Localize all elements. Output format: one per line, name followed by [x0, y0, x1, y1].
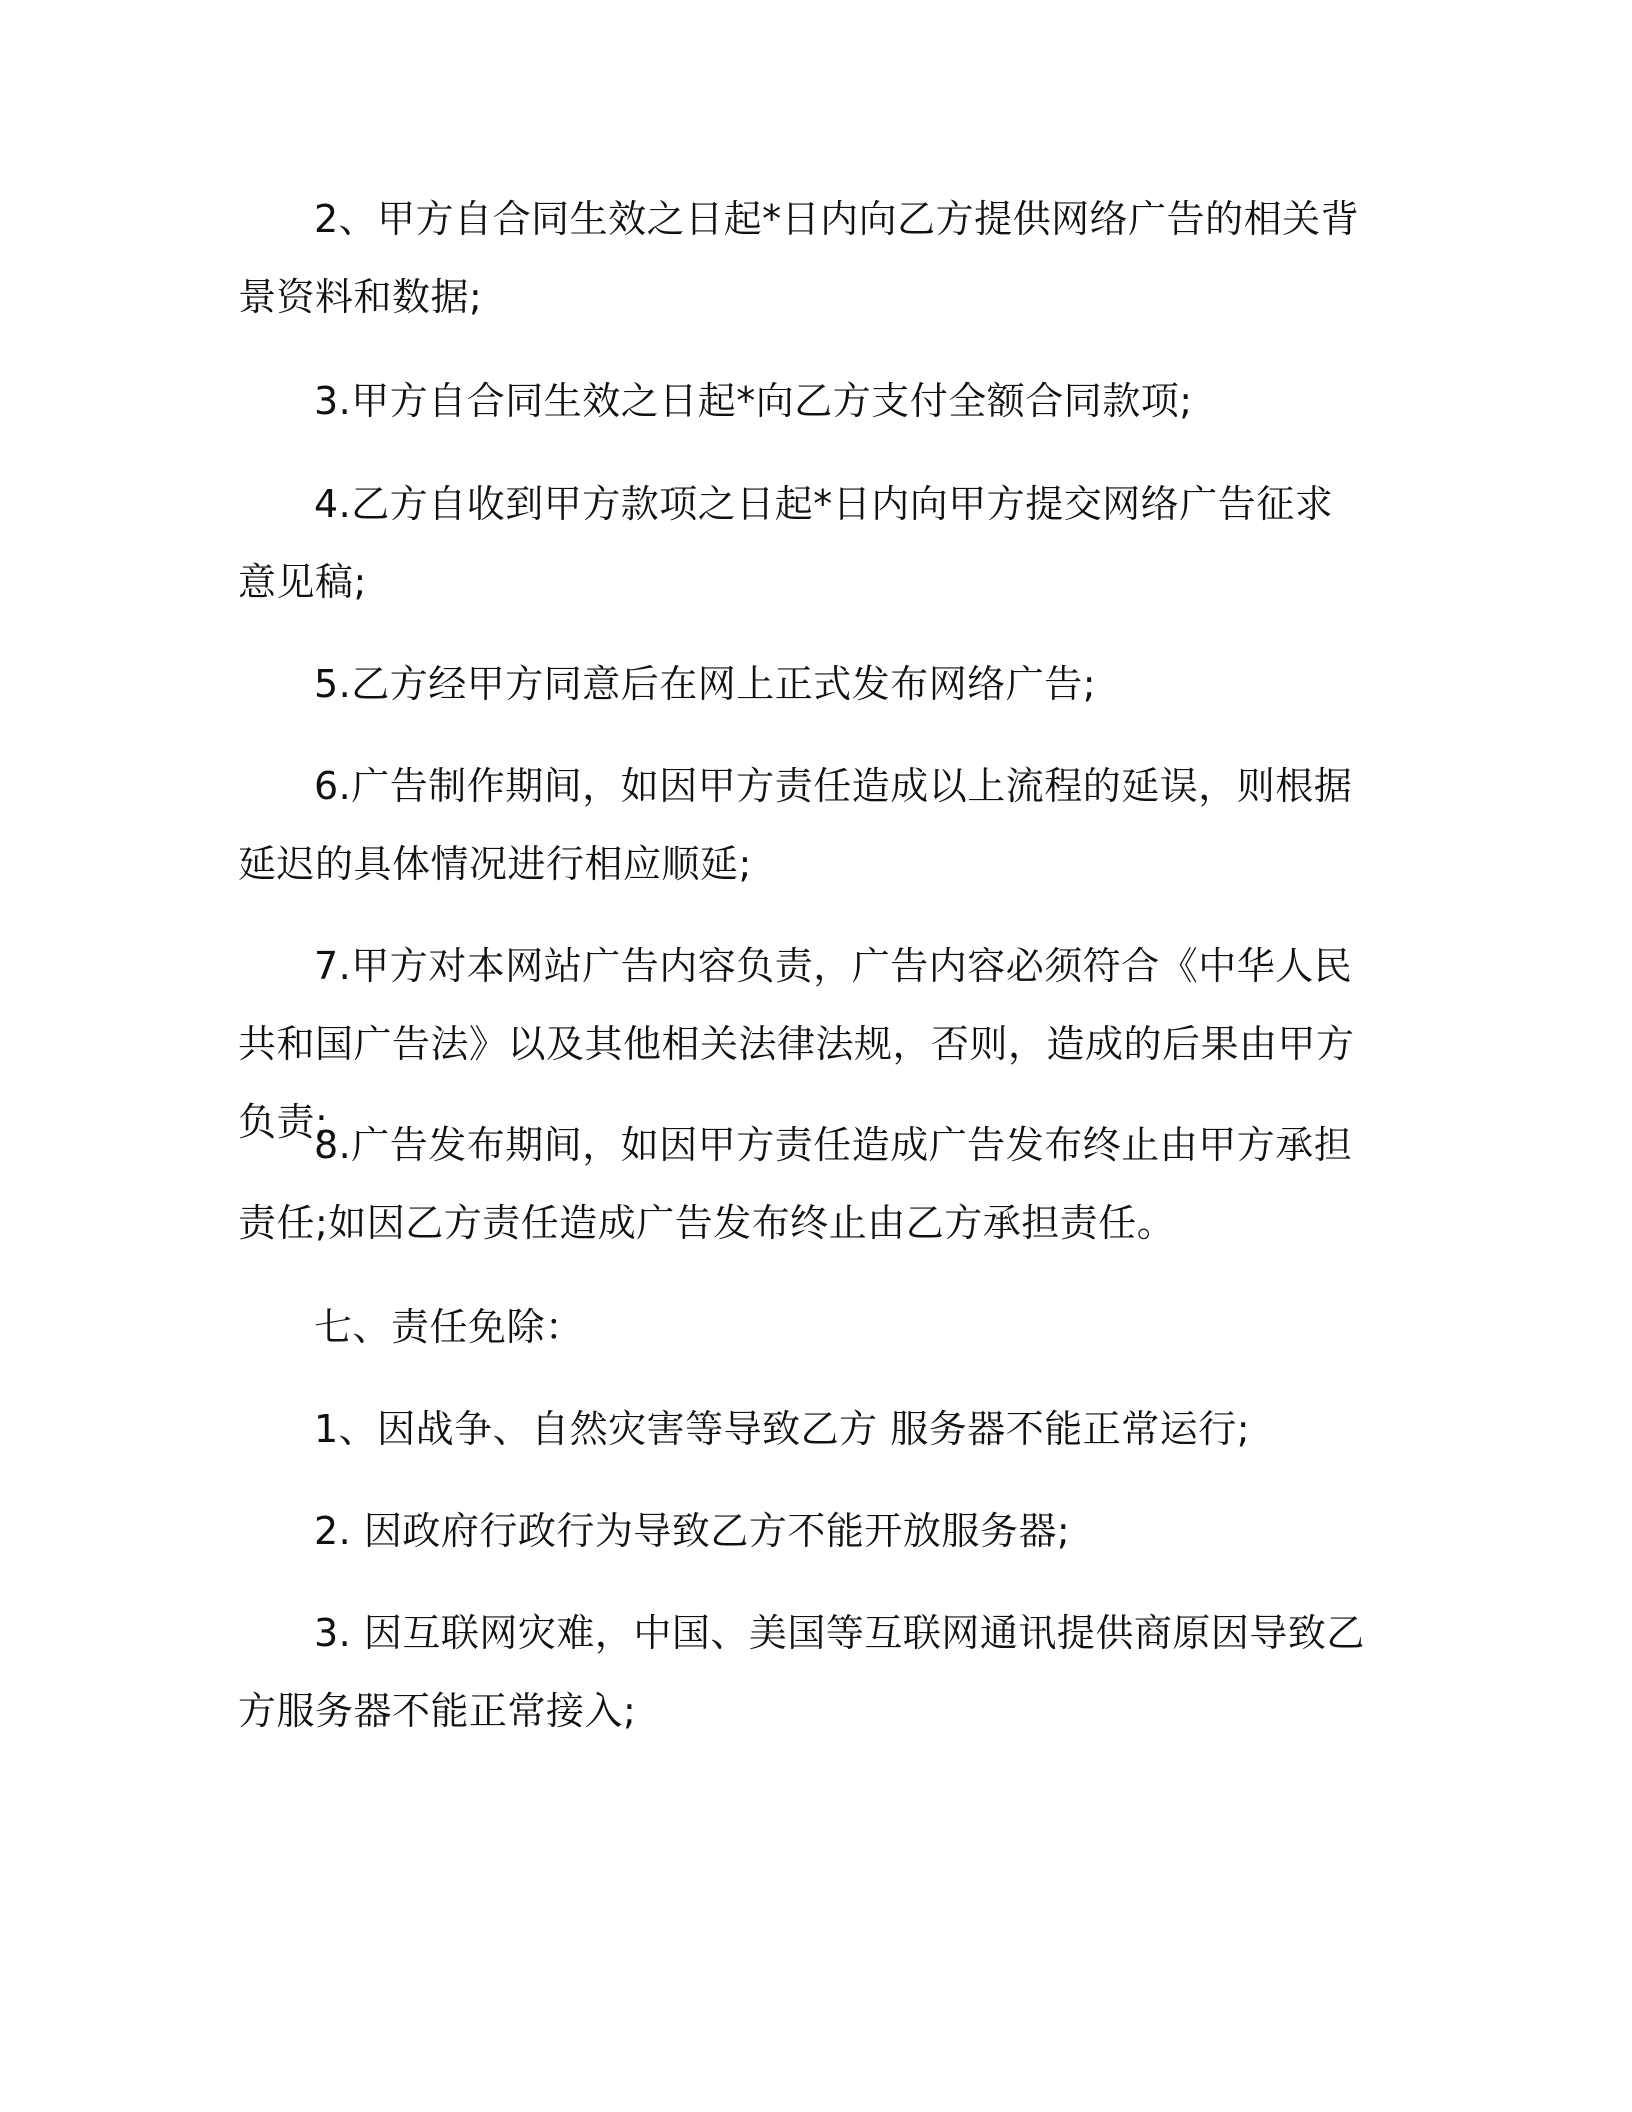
paragraph-5-publish: 5.乙方经甲方同意后在网上正式发布网络广告; [314, 662, 1097, 706]
paragraph-4-draft: 4.乙方自收到甲方款项之日起*日内向甲方提交网络广告征求意见稿; [238, 482, 1334, 604]
exemption-item-1: 1、因战争、自然灾害等导致乙方 服务器不能正常运行; [314, 1407, 1251, 1451]
paragraph-8-termination: 8.广告发布期间，如因甲方责任造成广告发布终止由甲方承担责任;如因乙方责任造成广告发布终止由乙方承担责任。 [238, 1123, 1353, 1245]
paragraph-3-payment: 3.甲方自合同生效之日起*向乙方支付全额合同款项; [314, 379, 1193, 423]
exemption-item-2: 2. 因政府行政行为导致乙方不能开放服务器; [314, 1509, 1071, 1553]
paragraph-6-delay: 6.广告制作期间，如因甲方责任造成以上流程的延误，则根据延迟的具体情况进行相应顺延; [238, 764, 1353, 886]
section-heading-exemption: 七、责任免除： [314, 1305, 584, 1349]
paragraph-2-materials: 2、甲方自合同生效之日起*日内向乙方提供网络广告的相关背景资料和数据; [238, 197, 1360, 319]
paragraph-7-content-liability: 7.甲方对本网站广告内容负责，广告内容必须符合《中华人民共和国广告法》以及其他相关法律法规，否则，造成的后果由甲方负责; [238, 944, 1355, 1144]
exemption-item-3: 3. 因互联网灾难，中国、美国等互联网通讯提供商原因导致乙方服务器不能正常接入; [238, 1611, 1365, 1733]
